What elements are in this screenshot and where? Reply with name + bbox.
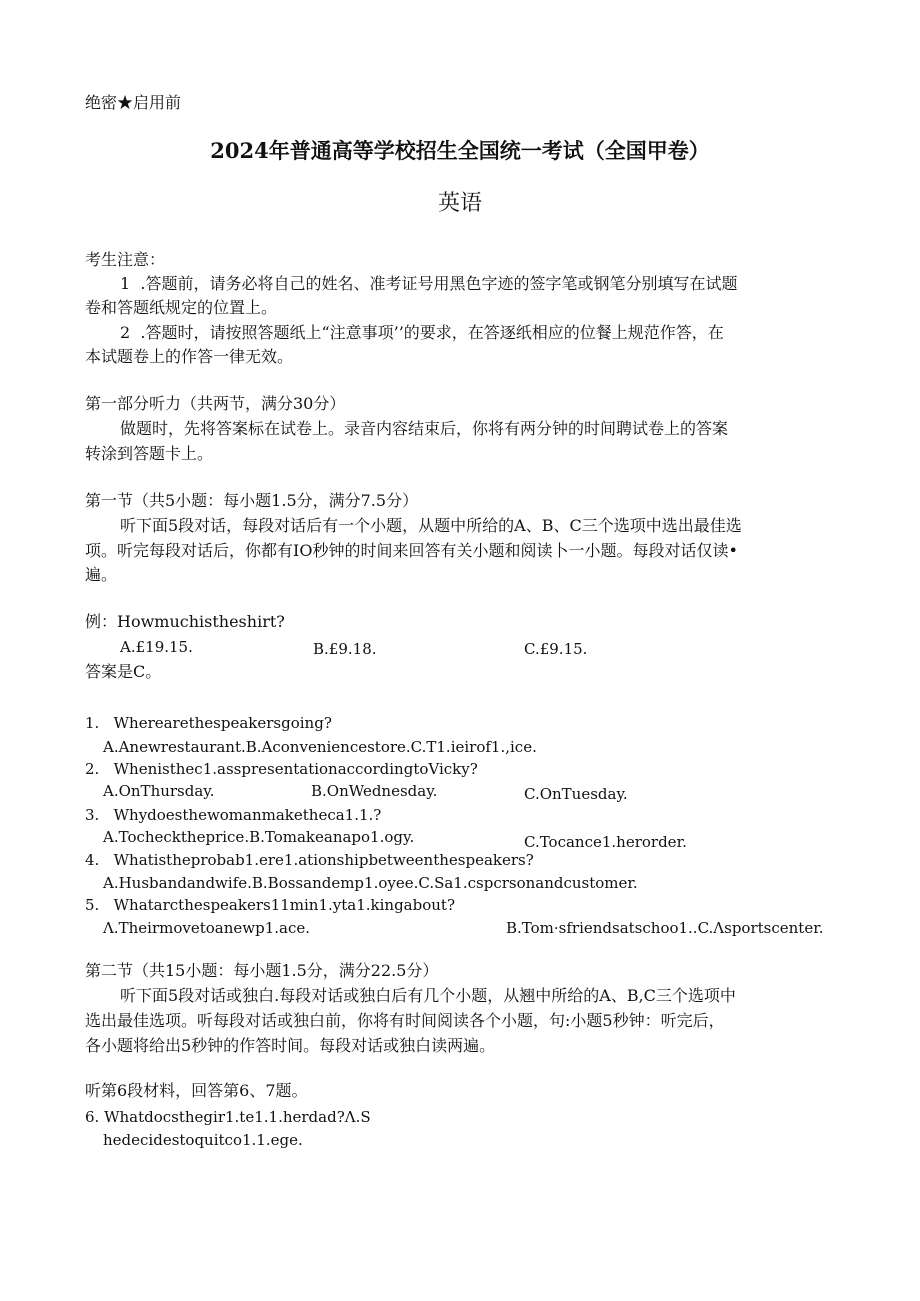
question-5-options-bc: B.Tom·sfriendsatschoo1..C.Λsportscenter.	[506, 919, 824, 937]
question-5-option-a: Λ.Theirmovetoanewp1.ace.	[103, 919, 310, 937]
question-2: 2. Whenisthec1.asspresentationaccordingtoVicky?	[85, 760, 478, 778]
confidential-label: 绝密★启用前	[85, 93, 182, 112]
subject-title: 英语	[437, 191, 482, 216]
question-4: 4. Whatistheprobab1.ere1.ationshipbetweenthespeakers?	[85, 851, 534, 869]
section1-instructions-cont: 项。听完每段对话后，你都有IO秒钟的时间来回答有关小题和阅读卜一小题。每段对话仅读•	[85, 541, 738, 560]
exam-title: 2024年普通高等学校招生全国统一考试（全国甲卷）	[210, 138, 710, 163]
question-3: 3. Whydoesthewomanmaketheca1.1.?	[85, 806, 382, 824]
notice-heading: 考生注意：	[85, 250, 166, 269]
example-option-b: B.£9.18.	[313, 640, 377, 658]
section1-instructions: 听下面5段对话，每段对话后有一个小题，从题中所给的A、B、C三个选项中选出最佳选	[120, 516, 742, 535]
notice-item-1-cont: 卷和答题纸规定的位置上。	[85, 298, 278, 317]
notice-item-2-cont: 本试题卷上的作答一律无效。	[85, 347, 294, 366]
section2-instructions-end: 各小题将给出5秒钟的作答时间。每段对话或独白读两遍。	[85, 1036, 496, 1055]
question-6-cont: hedecidestoquitco1.1.ege.	[103, 1131, 303, 1149]
part1-instructions: 做题时，先将答案标在试卷上。录音内容结束后，你将有两分钟的时间聘试卷上的答案	[120, 419, 729, 438]
example-option-a: A.£19.15.	[120, 638, 193, 656]
question-2-option-c: C.OnTuesday.	[524, 785, 628, 803]
question-2-option-b: B.OnWednesday.	[311, 782, 438, 800]
section1-instructions-end: 遍。	[85, 565, 118, 584]
notice-item-2: 2 .答题时，请按照答题纸上“注意事项’’的要求，在答逐纸相应的位餐上规范作答，在	[120, 323, 724, 342]
material6-heading: 听第6段材料，回答第6、7题。	[85, 1081, 308, 1100]
section2-heading: 第二节（共15小题：每小题1.5分，满分22.5分）	[85, 961, 439, 980]
example-option-c: C.£9.15.	[524, 640, 588, 658]
question-3-options-ab: A.Tochecktheprice.B.Tomakeanapo1.ogy.	[103, 828, 415, 846]
part1-heading: 第一部分听力（共两节，满分30分）	[85, 394, 346, 413]
example-question: 例：Howmuchistheshirt?	[85, 612, 285, 631]
question-6: 6. Whatdocsthegir1.te1.1.herdad?Λ.S	[85, 1108, 371, 1126]
section2-instructions-cont: 选出最佳选项。听每段对话或独白前，你将有时间阅读各个小题，句:小题5秒钟：听完后，	[85, 1011, 725, 1030]
section1-heading: 第一节（共5小题：每小题1.5分，满分7.5分）	[85, 491, 419, 510]
question-2-option-a: A.OnThursday.	[103, 782, 215, 800]
question-4-options: A.Husbandandwife.B.Bossandemp1.oyee.C.Sa1.cspcrsonandcustomer.	[103, 874, 638, 892]
section2-instructions: 听下面5段对话或独白.每段对话或独白后有几个小题，从翘中所给的A、B,C三个选项中	[120, 986, 736, 1005]
question-3-option-c: C.Tocance1.herorder.	[524, 833, 687, 851]
notice-item-1: 1 .答题前，请务必将自己的姓名、准考证号用黑色字迹的签字笔或钢笔分别填写在试题	[120, 274, 738, 293]
question-1: 1. Wherearethespeakersgoing?	[85, 714, 332, 732]
question-5: 5. Whatarcthespeakers11min1.yta1.kingabout?	[85, 896, 455, 914]
example-answer: 答案是C。	[85, 662, 162, 681]
question-1-options: A.Anewrestaurant.B.Aconveniencestore.C.T1.ieirof1.,ice.	[103, 738, 537, 756]
part1-instructions-cont: 转涂到答题卡上。	[85, 444, 214, 463]
